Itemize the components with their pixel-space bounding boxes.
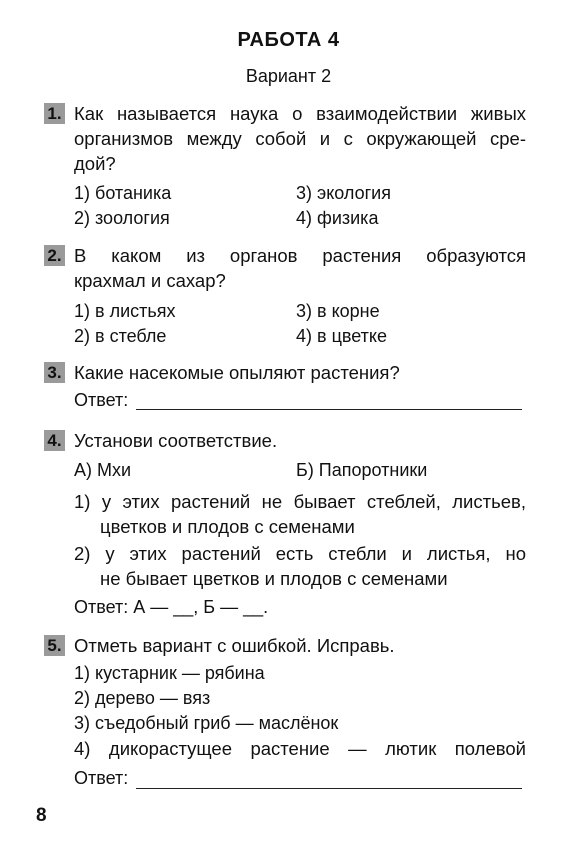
question-text: [74, 101, 526, 176]
question-line: Как называется наука о взаимодействии живых: [74, 103, 526, 124]
option-2: 2) зоология: [74, 208, 170, 228]
option-1: 1) кустарник — рябина: [74, 663, 265, 683]
match-item-2: [74, 541, 526, 591]
match-item-line: цветков и плодов с семенами: [100, 516, 355, 537]
match-item-line: 2) у этих растений есть стебли и листья, но: [74, 543, 526, 564]
option-2: 2) дерево — вяз: [74, 688, 211, 708]
option-3: 3) съедобный гриб — маслёнок: [74, 713, 339, 733]
question-number-badge: 4.: [44, 430, 65, 451]
question-number-badge: 5.: [44, 635, 65, 656]
question-text: Отметь вариант с ошибкой. Исправь.: [74, 635, 395, 656]
option-2: 2) в стебле: [74, 326, 167, 346]
match-column-b: Б) Папоротники: [296, 460, 428, 480]
match-column-a: А) Мхи: [74, 460, 132, 480]
option-4: [74, 736, 526, 761]
page-title: РАБОТА 4: [237, 29, 340, 51]
question-line: дой?: [74, 153, 116, 174]
option-3: 3) экология: [296, 183, 391, 203]
option-4-text: 4) дикорастущее растение — лютик полевой: [74, 738, 526, 759]
question-line: крахмал и сахар?: [74, 270, 226, 291]
question-line: организмов между собой и с окружающей сре-: [74, 128, 526, 149]
option-3: 3) в корне: [296, 301, 380, 321]
question-text: Какие насекомые опыляют растения?: [74, 362, 400, 383]
question-text: Установи соответствие.: [74, 430, 278, 451]
answer-label: Ответ:: [74, 768, 129, 788]
match-item-line: 1) у этих растений не бывает стеблей, листьев,: [74, 491, 526, 512]
match-item-1: [74, 489, 526, 539]
answer-line: [136, 788, 522, 789]
option-1: 1) ботаника: [74, 183, 172, 203]
question-number-badge: 1.: [44, 103, 65, 124]
question-number-badge: 3.: [44, 362, 65, 383]
option-4: 4) физика: [296, 208, 379, 228]
answer-text: Ответ: А — __, Б — __.: [74, 597, 269, 617]
page-number: 8: [36, 805, 47, 826]
match-item-line: не бывает цветков и плодов с семенами: [100, 568, 448, 589]
option-1: 1) в листьях: [74, 301, 176, 321]
question-text: [74, 243, 526, 293]
question-number-badge: 2.: [44, 245, 65, 266]
answer-line: [136, 409, 522, 410]
option-4: 4) в цветке: [296, 326, 387, 346]
variant-label: Вариант 2: [245, 66, 332, 86]
question-line: В каком из органов растения образуются: [74, 245, 526, 266]
answer-label: Ответ:: [74, 390, 129, 410]
